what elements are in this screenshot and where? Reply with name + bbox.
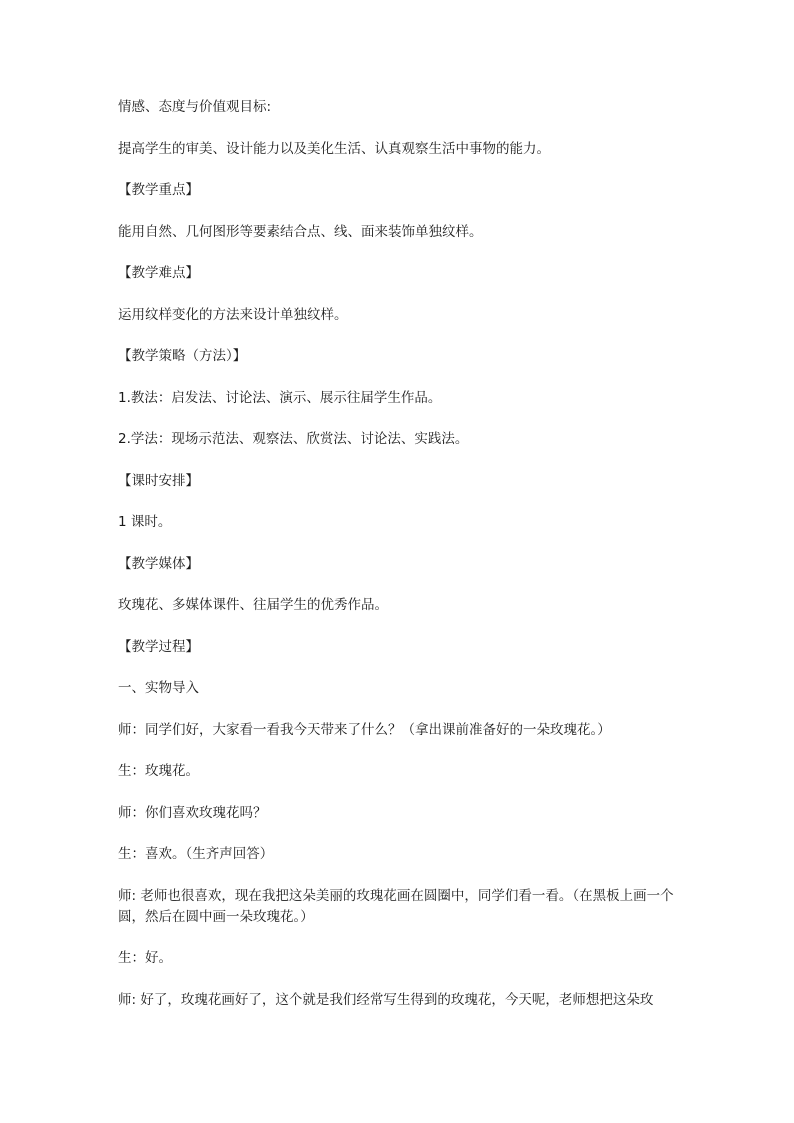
document-body xyxy=(118,97,678,1011)
process-heading: 【教学过程】 xyxy=(118,638,199,655)
media-heading: 【教学媒体】 xyxy=(118,555,199,572)
dialogue-line: 师：同学们好，大家看一看我今天带来了什么？（拿出课前准备好的一朵玫瑰花。） xyxy=(118,721,611,738)
dialogue-line: 生：玫瑰花。 xyxy=(118,763,199,779)
media-text: 玫瑰花、多媒体课件、往届学生的优秀作品。 xyxy=(118,597,388,613)
dialogue-line: 师: 好了，玫瑰花画好了，这个就是我们经常写生得到的玫瑰花，今天呢，老师想把这朵玫 xyxy=(118,991,654,1008)
dialogue-line: 生：喜欢。（生齐声回答） xyxy=(118,846,274,862)
objective-heading: 情感、态度与价值观目标: xyxy=(118,99,272,115)
dialogue-line: 师：你们喜欢玫瑰花吗？ xyxy=(118,804,267,821)
key-points-text: 能用自然、几何图形等要素结合点、线、面来装饰单独纹样。 xyxy=(118,223,483,240)
learning-method-text: 2.学法：现场示范法、观察法、欣赏法、讨论法、实践法。 xyxy=(118,431,469,447)
key-points-heading: 【教学重点】 xyxy=(118,182,199,198)
difficulties-text: 运用纹样变化的方法来设计单独纹样。 xyxy=(118,306,348,323)
schedule-heading: 【课时安排】 xyxy=(118,472,199,489)
objective-text: 提高学生的审美、设计能力以及美化生活、认真观察生活中事物的能力。 xyxy=(118,140,550,157)
schedule-text: 1 课时。 xyxy=(118,514,172,530)
strategy-heading: 【教学策略（方法）】 xyxy=(118,348,247,364)
dialogue-line: 生：好。 xyxy=(118,950,172,966)
dialogue-line: 师: 老师也很喜欢，现在我把这朵美丽的玫瑰花画在圆圈中，同学们看一看。（在黑板上画一个圆，然后在圆中画一朵玫瑰花。） xyxy=(118,887,674,925)
teaching-method-text: 1.教法：启发法、讨论法、演示、展示往届学生作品。 xyxy=(118,389,442,406)
section-heading: 一、实物导入 xyxy=(118,680,199,696)
difficulties-heading: 【教学难点】 xyxy=(118,265,199,281)
